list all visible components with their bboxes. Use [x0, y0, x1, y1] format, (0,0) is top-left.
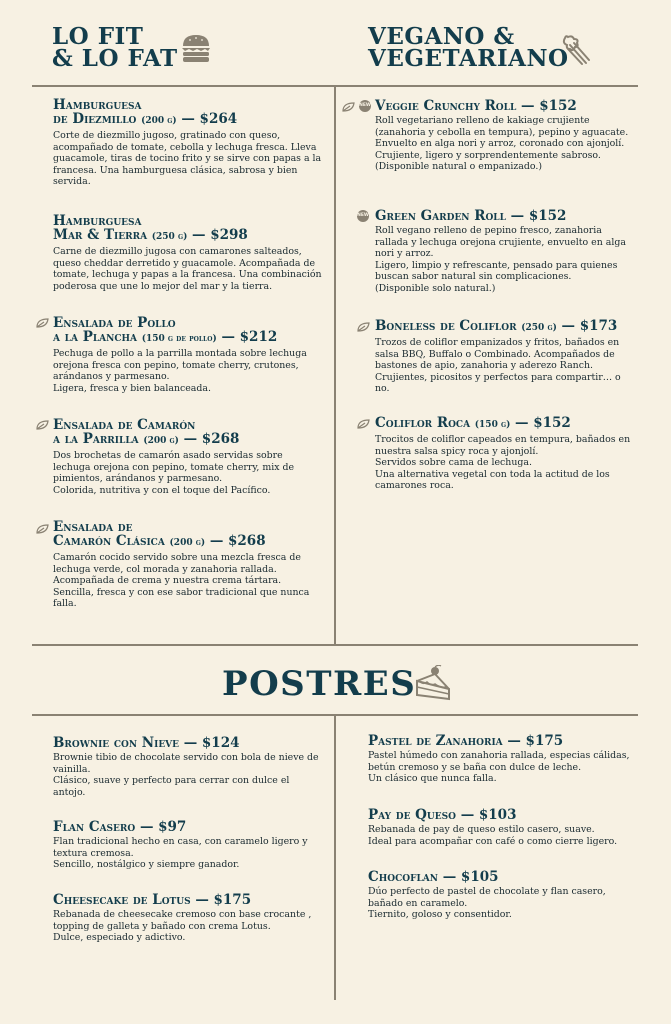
new-badge: NEW — [357, 210, 369, 222]
menu-item: Flan Casero — $97 Flan tradicional hecho en casa, con caramelo ligero y textura cremosa. Sencillo, nostálgico y siempre ganador. — [53, 819, 308, 871]
cake-slice-icon — [413, 665, 453, 703]
menu-item: Brownie con Nieve — $124 Brownie tibio de chocolate servido con bola de nieve de vainilla. Clásico, suave y perfecto para cerrar con dulce el antojo. — [53, 735, 319, 798]
leaf-icon — [357, 322, 370, 332]
menu-item: Veggie Crunchy Roll — $152 Roll vegetariano relleno de kakiage crujiente (zanahoria y cebolla en tempura), pepino y aguacate. Envuelto en alga nori y arroz, coronado con ajonjolí. Crujiente, ligero y sorprendentemente sabroso. (Disponible natural o empanizado.) — [375, 98, 629, 173]
menu-item: Cheesecake de Lotus — $175 Rebanada de cheesecake cremoso con base crocante , topping de galleta y bañado con crema Lotus. Dulce, especiado y adictivo. — [53, 892, 312, 944]
menu-item: Green Garden Roll — $152 Roll vegano relleno de pepino fresco, zanahoria rallada y lechuga orejona crujiente, envuelto en alga nori y arroz. Ligero, limpio y refrescante, pensado para quienes buscan sabor natural sin complicaciones. (Disponible solo natural.) — [375, 208, 626, 294]
item-description: Corte de diezmillo jugoso, gratinado con queso, acompañado de tomate, cebolla y lechuga fresca. Lleva guacamole, tiras de tocino frito y se sirve con papas a la francesa. Una hamburguesa clásica, sabrosa y bien servida. — [53, 130, 322, 188]
menu-item: Pastel de Zanahoria — $175 Pastel húmedo con zanahoria rallada, especias cálidas, betún cremoso y se baña con dulce de leche. Un clásico que nunca falla. — [368, 733, 630, 785]
column-divider-top — [334, 87, 336, 645]
leaf-icon — [342, 102, 355, 112]
item-title: Hamburguesa — [53, 97, 142, 113]
column-divider-bottom — [334, 716, 336, 1000]
menu-item: Pay de Queso — $103 Rebanada de pay de queso estilo casero, suave. Ideal para acompañar con café o como cierre ligero. — [368, 807, 618, 847]
menu-item: Coliflor Roca (150 g) — $152 Trocitos de coliflor capeados en tempura, bañados en nuestra salsa spicy roca y ajonjolí. Servidos sobre cama de lechuga. Una alternativa vegetal con toda la actitud de los camarones roca. — [375, 415, 631, 492]
menu-item: Boneless de Coliflor (250 g) — $173 Trozos de coliflor empanizados y fritos, bañados en salsa BBQ, Buffalo o Combinado. Acompañados de bastones de apio, zanahoria y aderezo Ranch. Crujientes, picositos y perfectos para compartir… o no. — [375, 318, 621, 395]
menu-item: Ensalada de Pollo a la Plancha (150 g de pollo) — $212 Pechuga de pollo a la parrilla montada sobre lechuga orejona fresca con pepino, tomate cherry, crutones, arándanos y parmesano. Ligera, fresca y bien balanceada. — [53, 315, 307, 394]
menu-item: Hamburguesa Mar & Tierra (250 g) — $298 Carne de diezmillo jugosa con camarones salteados, queso cheddar derretido y guacamole. Acompañada de tomate, lechuga y papas a la francesa. Una combinación poderosa que une lo mejor del mar y la tierra. — [53, 213, 322, 292]
postres-divider-top — [32, 644, 638, 646]
new-badge: NEW — [359, 100, 371, 112]
menu-item: Ensalada de Camarón Clásica (200 g) — $268 Camarón cocido servido sobre una mezcla fresca de lechuga verde, col morada y zanahoria rallada. Acompañada de crema y nuestra crema tártara. Sencilla, fresca y con ese sabor tradicional que nunca falla. — [53, 519, 310, 610]
menu-item: Chocoflan — $105 Dúo perfecto de pastel de chocolate y flan casero, bañado en caramelo. Tiernito, goloso y consentidor. — [368, 869, 606, 921]
burger-icon — [181, 33, 211, 63]
leaf-icon — [357, 419, 370, 429]
veg-section-title: VEGANO & VEGETARIANO — [368, 23, 569, 72]
leaf-icon — [36, 420, 49, 430]
menu-item: Ensalada de Camarón a la Parrilla (200 g) — $268 Dos brochetas de camarón asado servidas sobre lechuga orejona con pepino, tomate cherry, mix de pimientos, arándanos y parmesano. Colorida, nutritiva y con el toque del Pacífico. — [53, 417, 295, 496]
leaf-icon — [36, 318, 49, 328]
postres-title: POSTRES — [222, 664, 417, 704]
fit-section-title: LO FIT & LO FAT — [52, 23, 178, 72]
leaf-icon — [36, 524, 49, 534]
menu-item: Hamburguesa de Diezmillo (200 g) — $264 Corte de diezmillo jugoso, gratinado con queso, acompañado de tomate, cebolla y lechuga fresca. Lleva guacamole, tiras de tocino frito y se sirve con papas a la francesa. Una hamburguesa clásica, sabrosa y bien servida. — [53, 97, 322, 188]
celery-icon — [560, 33, 592, 67]
